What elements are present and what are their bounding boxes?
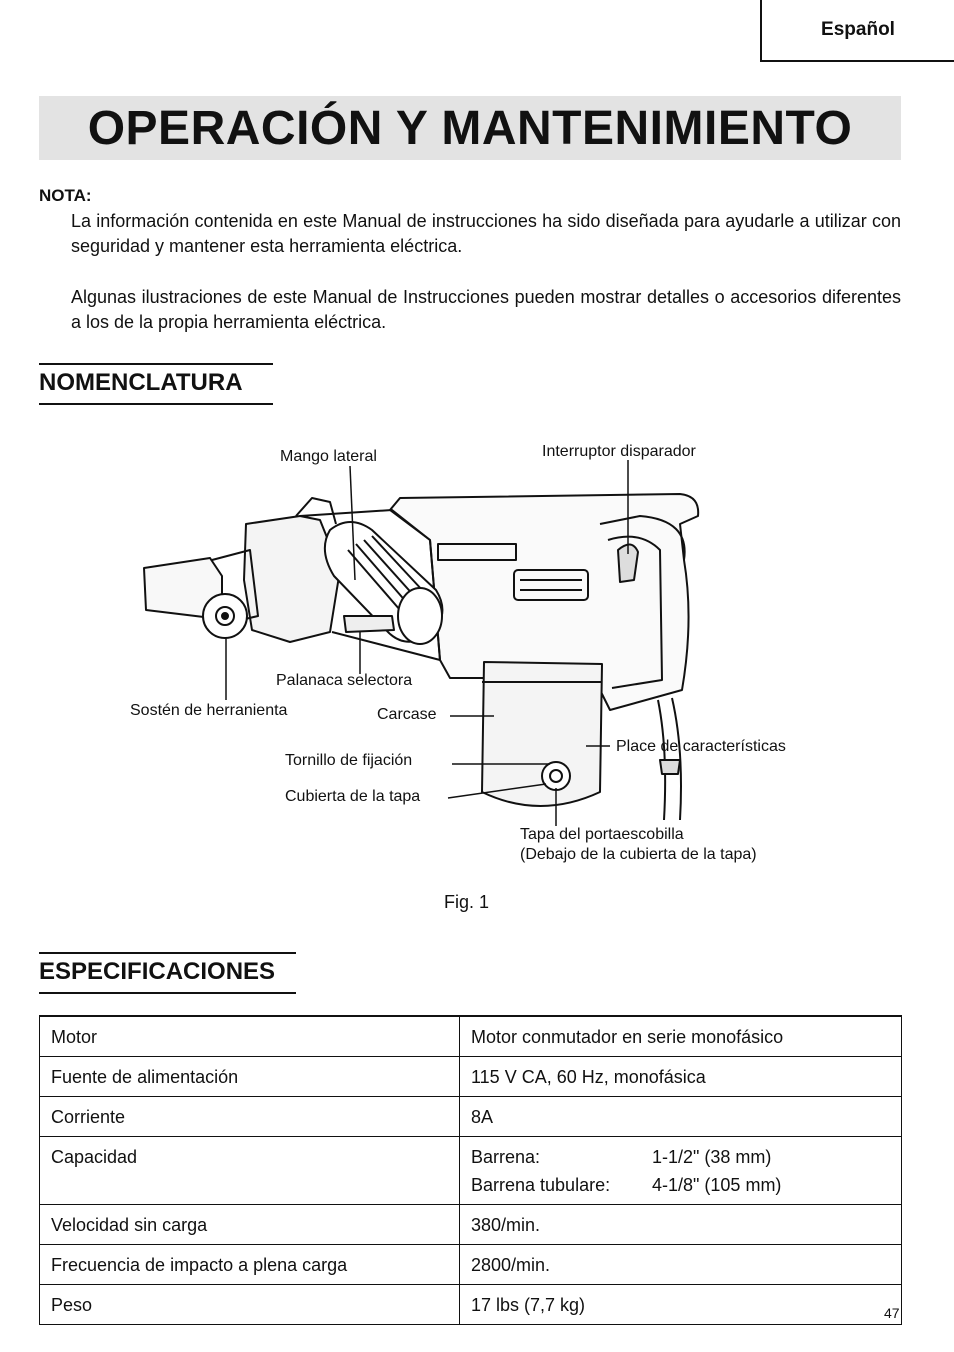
page-title-bar bbox=[39, 96, 901, 160]
table-row bbox=[40, 1205, 902, 1245]
label-carcase: Carcase bbox=[377, 706, 437, 723]
table-row bbox=[40, 1057, 902, 1097]
tool-figure bbox=[0, 420, 954, 890]
nota-paragraph-2: Algunas ilustraciones de este Manual de Instrucciones pueden mostrar detalles o accesorios diferentes a los de la propia herramienta eléctrica. bbox=[71, 287, 901, 332]
language-tab bbox=[760, 0, 954, 62]
label-tapa-portaescobilla-note: (Debajo de la cubierta de la tapa) bbox=[520, 846, 757, 863]
nota-paragraph-1: La información contenida en este Manual de instrucciones ha sido diseñada para ayudarle a utilizar con seguridad y mantener esta herramienta eléctrica. bbox=[71, 211, 901, 256]
label-sosten-herramienta: Sostén de herranienta bbox=[130, 702, 288, 719]
rotary-hammer-illustration bbox=[0, 420, 954, 890]
table-row bbox=[40, 1097, 902, 1137]
table-row bbox=[40, 1137, 902, 1205]
label-palanca-selectora: Palanaca selectora bbox=[276, 672, 413, 689]
figure-caption: Fig. 1 bbox=[444, 892, 490, 912]
page-number: 47 bbox=[884, 1305, 900, 1321]
spec-key: Peso bbox=[40, 1285, 460, 1325]
language-label: Español bbox=[821, 19, 895, 40]
spec-table bbox=[39, 1015, 902, 1325]
label-interruptor-disparador: Interruptor disparador bbox=[542, 443, 696, 460]
page-title: OPERACIÓN Y MANTENIMIENTO bbox=[87, 101, 853, 155]
spec-key: Velocidad sin carga bbox=[40, 1205, 460, 1245]
label-placa-caracteristicas: Place de características bbox=[616, 738, 786, 755]
label-tapa-portaescobilla: Tapa del portaescobilla bbox=[520, 826, 684, 843]
spec-key: Capacidad bbox=[40, 1137, 460, 1205]
spec-value: Motor conmutador en serie monofásico bbox=[460, 1016, 902, 1057]
table-row bbox=[40, 1016, 902, 1057]
spec-value: 17 lbs (7,7 kg) bbox=[460, 1285, 902, 1325]
spec-key: Corriente bbox=[40, 1097, 460, 1137]
label-cubierta-tapa: Cubierta de la tapa bbox=[285, 788, 421, 805]
spec-key: Motor bbox=[40, 1016, 460, 1057]
capacity-line bbox=[471, 1143, 890, 1171]
spec-key: Frecuencia de impacto a plena carga bbox=[40, 1245, 460, 1285]
capacity-value: 1-1/2" (38 mm) bbox=[652, 1147, 772, 1167]
spec-value: 115 V CA, 60 Hz, monofásica bbox=[460, 1057, 902, 1097]
spec-value: 2800/min. bbox=[460, 1245, 902, 1285]
table-row bbox=[40, 1285, 902, 1325]
capacity-line bbox=[471, 1171, 890, 1199]
nomenclatura-heading: NOMENCLATURA bbox=[39, 363, 273, 405]
capacity-type: Barrena: bbox=[471, 1147, 541, 1167]
spec-value: 380/min. bbox=[460, 1205, 902, 1245]
spec-key: Fuente de alimentación bbox=[40, 1057, 460, 1097]
label-tornillo-fijacion: Tornillo de fijación bbox=[285, 752, 413, 769]
capacity-value: 4-1/8" (105 mm) bbox=[652, 1175, 782, 1195]
spec-value: 8A bbox=[460, 1097, 902, 1137]
capacity-type: Barrena tubulare: bbox=[471, 1175, 611, 1195]
especificaciones-heading: ESPECIFICACIONES bbox=[39, 952, 296, 994]
spec-value-capacidad bbox=[460, 1137, 902, 1205]
label-mango-lateral: Mango lateral bbox=[280, 448, 377, 465]
nota-label: NOTA: bbox=[39, 186, 92, 205]
table-row bbox=[40, 1245, 902, 1285]
